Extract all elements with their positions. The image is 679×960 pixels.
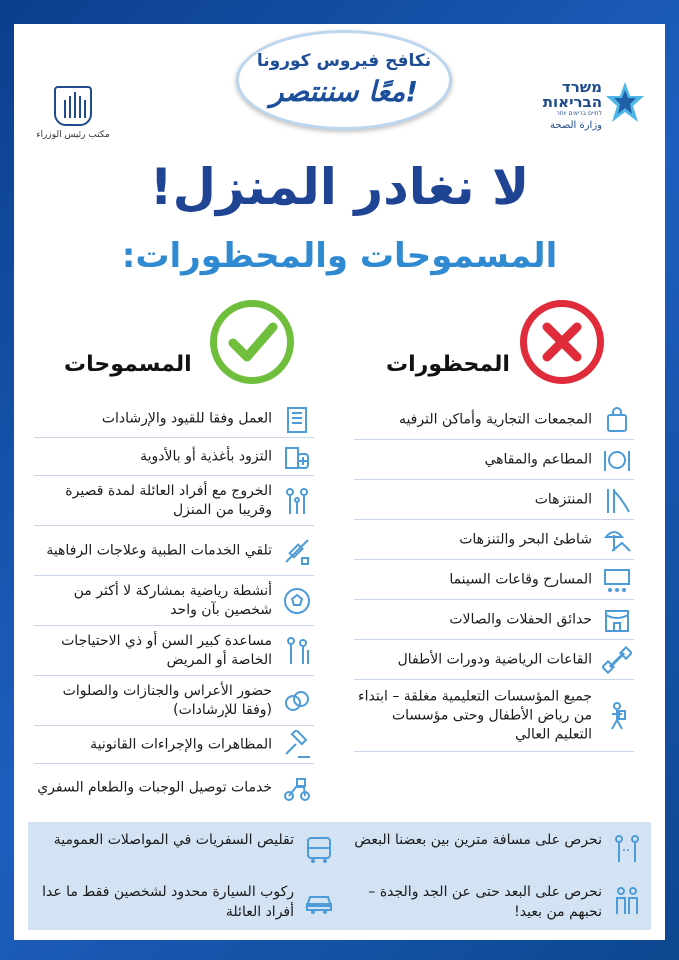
rings-icon — [282, 686, 312, 716]
office-building-icon — [282, 404, 312, 434]
allowed-label: المسموحات — [64, 352, 192, 377]
elderly-assist-icon — [282, 636, 312, 666]
allowed-list — [34, 400, 314, 812]
allowed-header — [54, 300, 314, 382]
syringe-icon — [282, 536, 312, 566]
list-item: المسارح وقاعات السينما — [354, 560, 634, 600]
list-item: القاعات الرياضية ودورات الأطفال — [354, 640, 634, 680]
slide-playground-icon — [602, 485, 632, 515]
band-item: نحرص على مسافة مترين بين بعضنا البعض — [346, 826, 646, 876]
moh-hebrew-tagline: לחיים בריאים יותר — [556, 110, 602, 117]
list-item: العمل وفقا للقيود والإرشادات — [34, 400, 314, 438]
groceries-medicine-icon — [282, 442, 312, 472]
band-item: تقليص السفريات في المواصلات العمومية — [38, 826, 338, 876]
dumbbell-icon — [602, 645, 632, 675]
main-title: لا نغادر المنزل! — [149, 158, 530, 216]
plate-cutlery-icon — [602, 445, 632, 475]
student-backpack-icon — [602, 701, 632, 731]
list-item: مساعدة كبير السن أو ذي الاحتياجات الخاصة أو المريض — [34, 626, 314, 676]
slogan-line1: نكافح فيروس كورونا — [256, 51, 432, 71]
sub-title: المسموحات والمحظورات: — [121, 236, 558, 276]
list-item: المجمعات التجارية وأماكن الترفيه — [354, 400, 634, 440]
list-item: المظاهرات والإجراءات القانونية — [34, 726, 314, 764]
gavel-icon — [282, 730, 312, 760]
forbidden-list — [354, 400, 634, 752]
list-item: حدائق الحفلات والصالات — [354, 600, 634, 640]
list-item: خدمات توصيل الوجبات والطعام السفري — [34, 764, 314, 812]
list-item: المطاعم والمقاهي — [354, 440, 634, 480]
soccer-ball-icon — [282, 586, 312, 616]
event-hall-icon — [602, 605, 632, 635]
band-item: ركوب السيارة محدود لشخصين فقط ما عدا أفراد العائلة — [38, 878, 338, 928]
poster — [14, 24, 665, 940]
pm-office-logo — [28, 86, 118, 140]
moh-arabic-name: وزارة الصحة — [550, 120, 602, 131]
band-item: نحرص على البعد حتى عن الجد والجدة – نحبهم من بعيد! — [346, 878, 646, 928]
moh-logo — [542, 80, 652, 131]
moh-star-icon — [604, 80, 646, 126]
distance-people-icon — [612, 834, 642, 864]
list-item: أنشطة رياضية بمشاركة لا أكثر من شخصين بآن واحد — [34, 576, 314, 626]
list-item: حضور الأعراس والجنازات والصلوات (وفقا للإرشادات) — [34, 676, 314, 726]
slogan-bubble — [236, 30, 452, 130]
car-icon — [304, 886, 334, 916]
slogan-line2: معًا سننتصر! — [269, 75, 419, 108]
forbidden-label: المحظورات — [386, 352, 510, 377]
list-item: جميع المؤسسات التعليمية مغلقة – ابتداء من رياض الأطفال وحتى مؤسسات التعليم العالي — [354, 680, 634, 752]
list-item: التزود بأغذية أو بالأدوية — [34, 438, 314, 476]
list-item: تلقي الخدمات الطبية وعلاجات الرفاهية — [34, 526, 314, 576]
cross-mark-icon — [520, 300, 604, 384]
pm-office-name: مكتب رئيس الوزراء — [36, 130, 110, 140]
bus-icon — [304, 834, 334, 864]
list-item: شاطئ البحر والتنزهات — [354, 520, 634, 560]
cinema-screen-icon — [602, 565, 632, 595]
check-mark-icon — [210, 300, 294, 384]
bottom-band — [28, 822, 651, 930]
grandparents-icon — [612, 886, 642, 916]
moh-hebrew-name: משרד הבריאות — [542, 78, 602, 111]
beach-chair-icon — [602, 525, 632, 555]
list-item: الخروج مع أفراد العائلة لمدة قصيرة وقريبا من المنزل — [34, 476, 314, 526]
shopping-bag-icon — [602, 405, 632, 435]
delivery-scooter-icon — [282, 773, 312, 803]
family-walk-icon — [282, 486, 312, 516]
menorah-emblem-icon — [54, 86, 92, 126]
forbidden-header — [364, 300, 624, 382]
list-item: المنتزهات — [354, 480, 634, 520]
